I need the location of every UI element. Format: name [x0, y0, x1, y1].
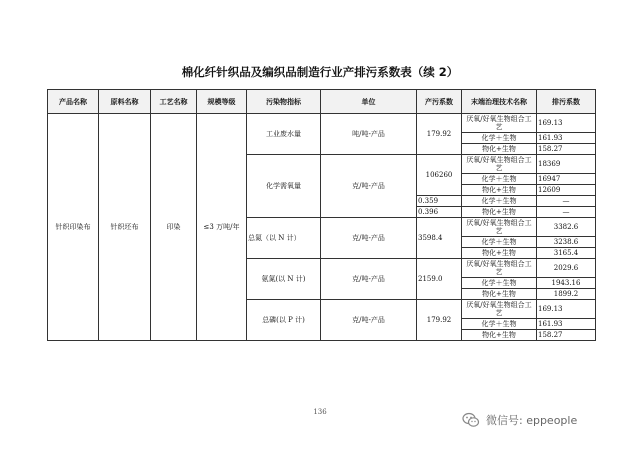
discharge-coef-cell: 12609: [537, 185, 596, 196]
discharge-coef-cell: 158.27: [537, 144, 596, 155]
generation-coef-cell: 2159.0: [417, 259, 462, 300]
tech-cell: 厌氧/好氧生物组合工艺: [462, 218, 537, 237]
tech-cell: 化学＋生物: [462, 278, 537, 289]
col-header: 污染物指标: [247, 90, 321, 114]
unit-cell: 克/吨-产品: [321, 300, 417, 341]
discharge-coef-cell: 158.27: [537, 330, 596, 341]
tech-cell: 物化+生物: [462, 144, 537, 155]
discharge-coef-cell: 169.13: [537, 114, 596, 133]
discharge-coef-cell: 1899.2: [537, 289, 596, 300]
generation-coef-cell: 179.92: [417, 300, 462, 341]
tech-cell: 物化+生物: [462, 248, 537, 259]
tech-cell: 化学＋生物: [462, 133, 537, 144]
page-number: 136: [313, 408, 327, 416]
wechat-icon: [462, 412, 480, 428]
generation-coef-cell: 106260: [417, 155, 462, 196]
discharge-coef-cell: 16947: [537, 174, 596, 185]
tech-cell: 物化+生物: [462, 289, 537, 300]
indicator-cell: 化学需氧量: [247, 155, 321, 218]
tech-cell: 物化+生物: [462, 185, 537, 196]
table-row: [48, 114, 596, 133]
emission-coefficient-table: [47, 89, 596, 341]
process-cell: 印染: [151, 114, 197, 341]
generation-coef-cell: 0.359: [417, 196, 462, 207]
generation-coef-cell: 3598.4: [417, 218, 462, 259]
material-cell: 针织坯布: [99, 114, 151, 341]
tech-cell: 化学＋生物: [462, 319, 537, 330]
col-header: 原料名称: [99, 90, 151, 114]
discharge-coef-cell: —: [537, 207, 596, 218]
discharge-coef-cell: 3165.4: [537, 248, 596, 259]
indicator-cell: 工业废水量: [247, 114, 321, 155]
tech-cell: 厌氧/好氧生物组合工艺: [462, 300, 537, 319]
discharge-coef-cell: 1943.16: [537, 278, 596, 289]
col-header: 产污系数: [417, 90, 462, 114]
generation-coef-cell: 0.396: [417, 207, 462, 218]
unit-cell: 吨/吨-产品: [321, 114, 417, 155]
unit-cell: 克/吨-产品: [321, 218, 417, 259]
discharge-coef-cell: 3382.6: [537, 218, 596, 237]
generation-coef-cell: 179.92: [417, 114, 462, 155]
tech-cell: 厌氧/好氧生物组合工艺: [462, 155, 537, 174]
tech-cell: 物化+生物: [462, 207, 537, 218]
col-header: 规模等级: [197, 90, 247, 114]
header-row: [48, 90, 596, 114]
unit-cell: 克/吨-产品: [321, 259, 417, 300]
tech-cell: 物化+生物: [462, 330, 537, 341]
tech-cell: 厌氧/好氧生物组合工艺: [462, 114, 537, 133]
tech-cell: 化学＋生物: [462, 174, 537, 185]
discharge-coef-cell: 2029.6: [537, 259, 596, 278]
tech-cell: 化学＋生物: [462, 237, 537, 248]
product-cell: 针织印染布: [48, 114, 99, 341]
indicator-cell: 总磷(以 P 计): [247, 300, 321, 341]
discharge-coef-cell: 3238.6: [537, 237, 596, 248]
col-header: 单位: [321, 90, 417, 114]
tech-cell: 化学＋生物: [462, 196, 537, 207]
discharge-coef-cell: —: [537, 196, 596, 207]
indicator-cell: 总氮（以 N 计）: [247, 218, 321, 259]
discharge-coef-cell: 18369: [537, 155, 596, 174]
watermark: [462, 412, 577, 428]
discharge-coef-cell: 161.93: [537, 319, 596, 330]
discharge-coef-cell: 169.13: [537, 300, 596, 319]
tech-cell: 厌氧/好氧生物组合工艺: [462, 259, 537, 278]
scale-cell: ≤3 万吨/年: [197, 114, 247, 341]
indicator-cell: 氨氮(以 N 计): [247, 259, 321, 300]
page-title: 棉化纤针织品及编织品制造行业产排污系数表（续 2）: [181, 65, 459, 79]
discharge-coef-cell: 161.93: [537, 133, 596, 144]
unit-cell: 克/吨-产品: [321, 155, 417, 218]
col-header: 工艺名称: [151, 90, 197, 114]
col-header: 末端治理技术名称: [462, 90, 537, 114]
watermark-text: 微信号: eppeople: [486, 414, 578, 427]
col-header: 产品名称: [48, 90, 99, 114]
col-header: 排污系数: [537, 90, 596, 114]
